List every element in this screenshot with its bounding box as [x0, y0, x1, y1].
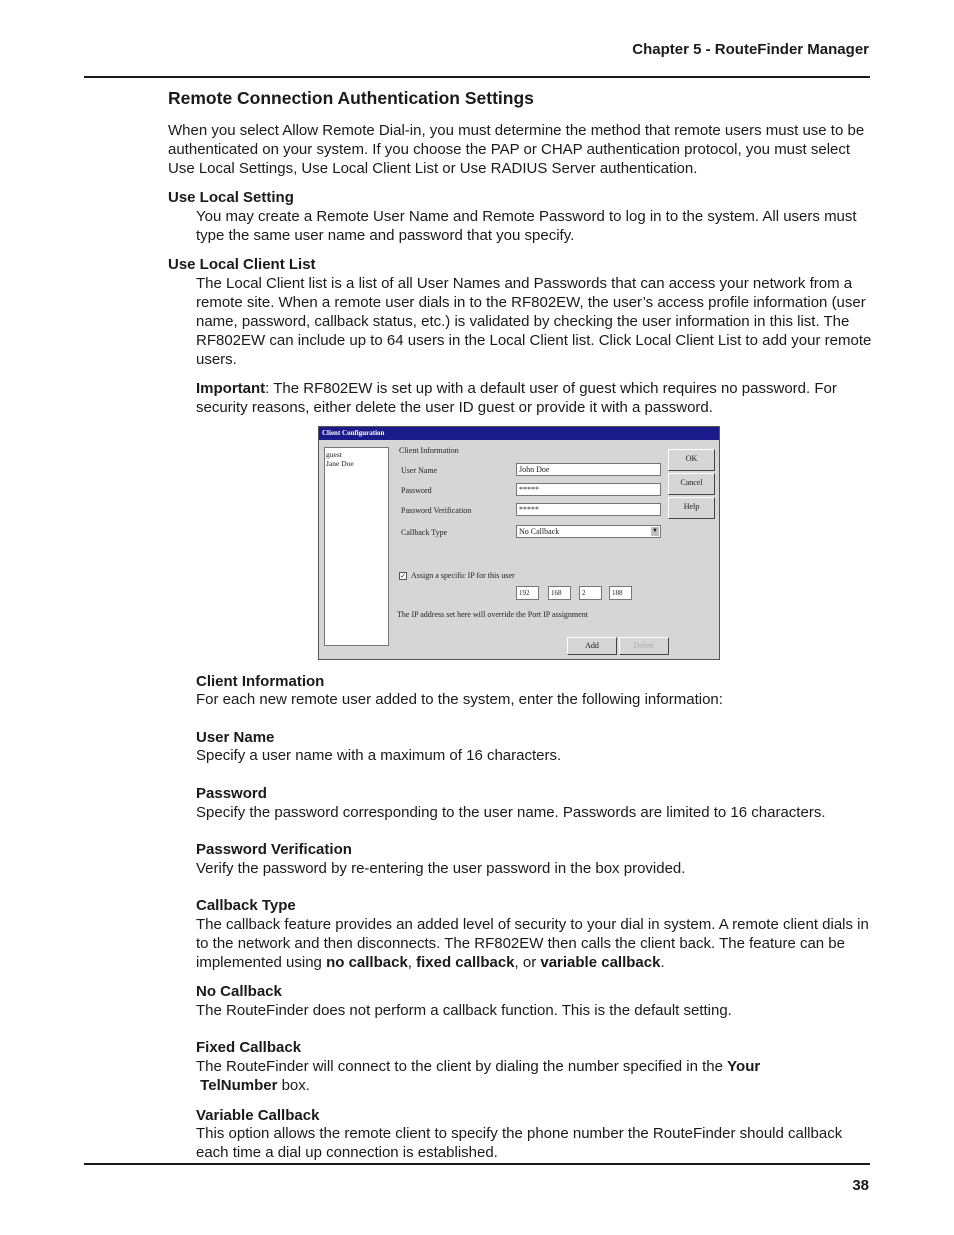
ip-octet-1[interactable]: 192 [516, 586, 539, 600]
client-information-heading: Client Information [196, 673, 325, 690]
user-name-text: Specify a user name with a maximum of 16 characters. [196, 747, 562, 764]
no-callback-term: no callback [326, 954, 408, 971]
user-name-label: User Name [401, 466, 438, 475]
period: . [660, 954, 665, 971]
header-rule [84, 76, 870, 78]
password-verification-heading: Password Verification [196, 841, 352, 858]
important-label: Important [196, 380, 266, 397]
fixed-callback-text [196, 1057, 796, 1095]
cancel-button[interactable]: Cancel [668, 473, 715, 495]
fixed-callback-text-before: The RouteFinder will connect to the client by dialing the number specified in the [196, 1058, 728, 1075]
use-local-setting-text: You may create a Remote User Name and Remote Password to log in to the system. All users must type the same user name and password that you specify. [196, 208, 857, 244]
ip-octet-2[interactable]: 168 [548, 586, 571, 600]
callback-type-value: No Callback [519, 527, 560, 536]
callback-type-select[interactable] [516, 525, 661, 538]
password-verification-field[interactable]: ***** [516, 503, 661, 516]
ip-octet-4[interactable]: 188 [609, 586, 632, 600]
callback-type-text-before: The callback feature provides an added level of security to your dial in system. A remote client dials in to the network and then disconnects. The RF802EW then calls the client back. The feature can be implemented using [196, 916, 869, 971]
password-label: Password [401, 486, 432, 495]
important-text: : The RF802EW is set up with a default user of guest which requires no password. For security reasons, either delete the user ID guest or provide it with a password. [196, 380, 837, 416]
fixed-callback-heading: Fixed Callback [196, 1039, 302, 1056]
fixed-callback-term: fixed callback [416, 954, 515, 971]
ip-octet-3[interactable]: 2 [579, 586, 602, 600]
ip-note: The IP address set here will override the Port IP assignment [397, 610, 588, 619]
callback-type-heading: Callback Type [196, 897, 296, 914]
password-heading: Password [196, 785, 267, 802]
page-number: 38 [852, 1177, 869, 1194]
variable-callback-heading: Variable Callback [196, 1107, 320, 1124]
separator: , [407, 954, 417, 971]
fixed-callback-text-after: box. [277, 1077, 310, 1094]
client-list[interactable] [324, 447, 389, 646]
use-local-client-list-heading: Use Local Client List [168, 256, 316, 273]
delete-button[interactable]: Delete [619, 637, 669, 655]
callback-type-label: Callback Type [401, 528, 448, 537]
chapter-header: Chapter 5 - RouteFinder Manager [632, 41, 869, 58]
callback-type-text [196, 915, 872, 972]
user-name-field[interactable]: John Doe [516, 463, 661, 476]
intro-paragraph: When you select Allow Remote Dial-in, you must determine the method that remote users must use to be authenticated on your system. If you choose the PAP or CHAP authentication protocol, you must select Use Local Settings, Use Local Client List or Use RADIUS Server authentication. [168, 122, 865, 177]
dialog-title: Client Configuration [319, 427, 719, 440]
important-note [196, 379, 872, 417]
use-local-client-list-text: The Local Client list is a list of all User Names and Passwords that can access your network from a remote site. When a remote user dials in to the RF802EW, the user’s access profile information (user name, password, callback status, etc.) is validated by checking the user information in this list. The RF802EW can include up to 64 users in the Local Client list. Click Local Client List to add your remote users. [196, 275, 872, 368]
user-name-heading: User Name [196, 729, 275, 746]
assign-ip-checkbox[interactable]: ✓ [400, 572, 406, 580]
telnumber-term: TelNumber [200, 1077, 278, 1094]
password-verification-label: Password Verification [401, 506, 472, 515]
help-button[interactable]: Help [668, 497, 715, 519]
ok-button[interactable]: OK [668, 449, 715, 471]
variable-callback-term: variable callback [540, 954, 661, 971]
client-configuration-dialog [318, 426, 720, 660]
password-text: Specify the password corresponding to the user name. Passwords are limited to 16 characters. [196, 804, 826, 821]
client-information-text: For each new remote user added to the system, enter the following information: [196, 691, 723, 708]
no-callback-text: The RouteFinder does not perform a callback function. This is the default setting. [196, 1002, 732, 1019]
add-button[interactable]: Add [567, 637, 617, 655]
your-term: Your [727, 1058, 761, 1075]
section-title: Remote Connection Authentication Settings [168, 88, 534, 108]
no-callback-heading: No Callback [196, 983, 282, 1000]
use-local-setting-heading: Use Local Setting [168, 189, 294, 206]
client-information-group-label: Client Information [399, 446, 459, 455]
variable-callback-text: This option allows the remote client to specify the phone number the RouteFinder should callback each time a dial up connection is established. [196, 1125, 843, 1161]
separator: , or [514, 954, 541, 971]
chevron-down-icon[interactable]: ▼ [652, 528, 658, 534]
list-item[interactable]: Jane Doe [326, 459, 354, 468]
footer-rule [84, 1163, 870, 1165]
assign-ip-label: Assign a specific IP for this user [411, 571, 515, 580]
list-item[interactable]: guest [326, 450, 342, 459]
password-field[interactable]: ***** [516, 483, 661, 496]
password-verification-text: Verify the password by re-entering the user password in the box provided. [196, 860, 686, 877]
